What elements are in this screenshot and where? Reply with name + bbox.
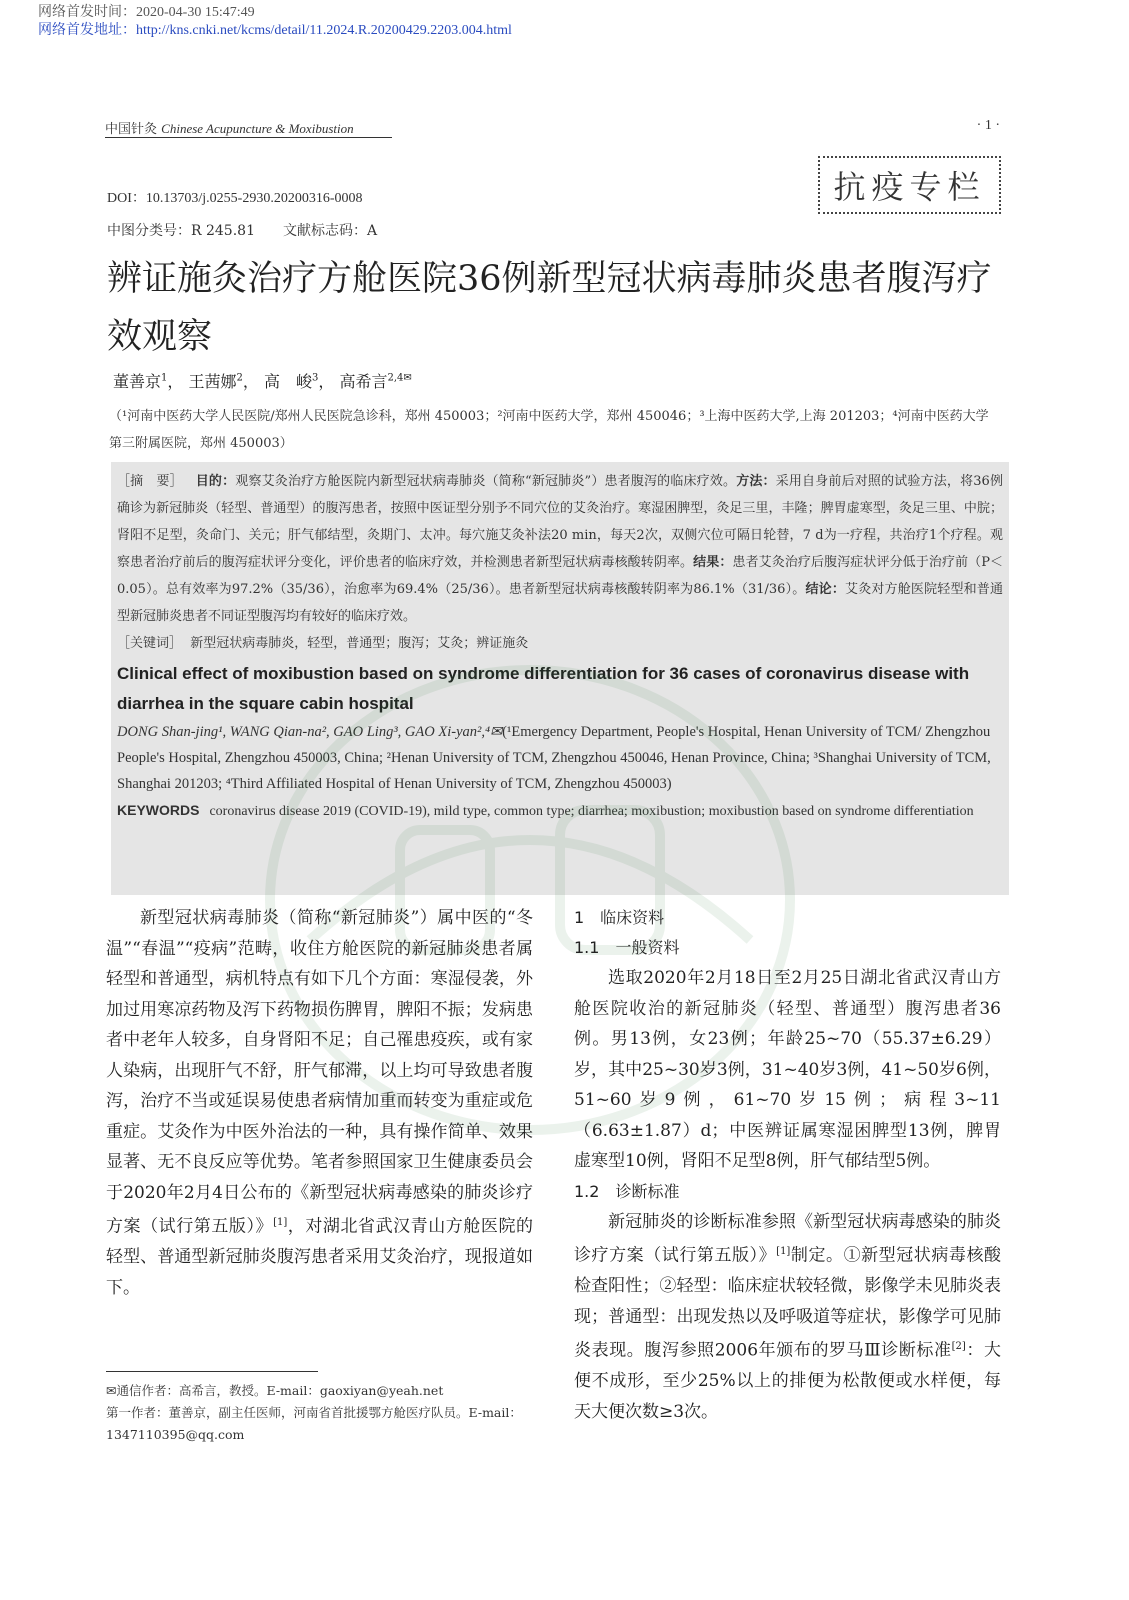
online-publish-time: 网络首发时间：2020-04-30 15:47:49 [38,5,255,20]
affiliations: （¹河南中医药大学人民医院/郑州人民医院急诊科，郑州 450003；²河南中医药大学，郑州 450046；³上海中医药大学,上海 201203；⁴河南中医药大学第三附属医院，郑州 450003） [109,409,989,451]
intro-text: 新型冠状病毒肺炎（简称“新冠肺炎”）属中医的“冬温”“春温”“疫病”范畴，收住方舱医院的新冠肺炎患者属轻型和普通型，病机特点有如下几个方面：寒湿侵袭，外加过用寒凉药物及泻下药物损伤脾胃，脾阳不振；发病患者中老年人较多，自身肾阳不足；自己罹患疫疾，或有家人染病，出现肝气不舒，肝气郁滞，以上均可导致患者腹泻，治疗不当或延误易使患者病情加重而转变为重症或危重症。艾灸作为中医外治法的一种，具有操作简单、效果显著、无不良反应等优势。笔者参照国家卫生健康委员会于2020年2月4日公布的《新型冠状病毒感染的肺炎诊疗方案（试行第五版）》 [106,908,533,1237]
author-sup: 2 [236,372,243,384]
citation-ref[interactable]: [2] [951,1341,966,1353]
keywords-cn [117,630,1003,657]
footnote-rule [106,1371,318,1372]
results-text: 患者艾灸治疗后腹泻症状评分低于治疗前（P＜0.05）。总有效率为97.2%（35/36），治愈率为69.4%（25/36）。患者新型冠状病毒核酸转阴率为86.1%（31/36）。 [117,555,1003,597]
citation-ref[interactable]: [1] [273,1217,288,1228]
general-data-paragraph: 选取2020年2月18日至2月25日湖北省武汉青山方舱医院收治的新冠肺炎（轻型、普通型）腹泻患者36例。男13例，女23例；年龄25~70（55.37±6.29）岁，其中25~30岁3例，31~40岁3例，41~50岁6例，51~60岁9例，61~70岁15例；病程3~11（6.63±1.87）d；中医辨证属寒湿困脾型13例，脾胃虚寒型10例，肾阳不足型8例，肝气郁结型5例。 [574,968,1001,1171]
author-sup: 1 [161,372,168,384]
author-name: 王茜娜 [188,372,237,391]
methods-label: 方法： [736,474,776,489]
english-keywords-label: KEYWORDS [117,802,200,818]
journal-name-en: Chinese Acupuncture & Moxibustion [161,121,354,136]
english-authors: DONG Shan-jing¹, WANG Qian-na², GAO Ling³, GAO Xi-yan²,⁴✉ [117,724,503,740]
doi: DOI：10.13703/j.0255-2930.20200316-0008 [107,191,363,206]
first-author: 第一作者：董善京，副主任医师，河南省首批援鄂方舱医疗队员。E-mail：1347110395@qq.com [106,1405,522,1442]
body-left-column [106,903,533,1303]
classification-line [107,220,377,240]
abstract [117,468,1003,630]
subsection-heading: 1.2 诊断标准 [574,1181,680,1201]
journal-name-cn: 中国针灸 [105,122,158,137]
paper-title: 辨证施灸治疗方舱医院36例新型冠状病毒肺炎患者腹泻疗效观察 [107,259,992,357]
author-sup: 2,4✉ [387,372,412,384]
english-title: Clinical effect of moxibustion based on syndrome differentiation for 36 cases of coronavirus disease with diarrhea in the square cabin hospital [117,664,970,713]
author-list: 董善京$^1$， 王茜娜$^2$， 高 峻$^3$， 高希言$^{2,4✉}$ [113,372,412,391]
english-authors-affiliation [117,719,1003,797]
conclusion-text: 艾灸对方舱医院轻型和普通型新冠肺炎患者不同证型腹泻均有较好的临床疗效。 [117,582,1003,624]
criteria-text: 制定。①新型冠状病毒核酸检查阳性；②轻型：临床症状较轻微，影像学未见肺炎表现；普通型：出现发热以及呼吸道等症状，影像学可见肺炎表现。腹泻参照2006年颁布的罗马Ⅲ诊断标准 [574,1245,1002,1361]
criteria-text: ：大便不成形，至少25%以上的排便为松散便或水样便，每天大便次数≥3次。 [574,1340,1001,1422]
objective-text: 观察艾灸治疗方舱医院内新型冠状病毒肺炎（简称“新冠肺炎”）患者腹泻的临床疗效。 [235,474,737,489]
running-header [105,118,1000,140]
english-keywords-text: coronavirus disease 2019 (COVID-19), mild type, common type; diarrhea; moxibustion; moxibustion based on syndrome differentiation [209,804,974,819]
objective-label: 目的： [195,474,236,489]
body-right-column [574,903,1001,1427]
conclusion-label: 结论： [805,582,846,597]
author-name: 董善京 [113,372,162,391]
intro-paragraph [106,903,533,1303]
corresponding-author: ✉通信作者：高希言，教授。E-mail：gaoxiyan@yeah.net [106,1383,444,1398]
author-sup: 3 [311,372,319,384]
criteria-text: 新冠肺炎的诊断标准参照《新型冠状病毒感染的肺炎诊疗方案（试行第五版）》 [574,1211,1001,1266]
keywords-label: ［关键词］ [117,636,183,651]
journal-name [105,118,354,137]
intro-text-end: ，对湖北省武汉青山方舱医院的轻型、普通型新冠肺炎腹泻患者采用艾灸治疗，现报道如下。 [106,1216,534,1298]
author-name: 高希言 [339,372,388,391]
diagnostic-criteria-paragraph [574,1207,1001,1428]
online-publication-note [38,4,512,40]
keywords-text: 新型冠状病毒肺炎，轻型，普通型；腹泻；艾灸；辨证施灸 [190,636,529,651]
header-rule [105,137,392,138]
results-label: 结果： [693,555,733,570]
citation-ref[interactable]: [1] [776,1246,791,1257]
online-publish-url[interactable]: 网络首发地址：http://kns.cnki.net/kcms/detail/11.2024.R.20200429.2203.004.html [38,23,512,38]
section-heading: 1 临床资料 [574,908,665,927]
page-number: · 1 · [976,118,1000,133]
abstract-box [111,462,1009,895]
subsection-heading: 1.1 一般资料 [574,938,680,957]
methods-text: 采用自身前后对照的试验方法，将36例确诊为新冠肺炎（轻型、普通型）的腹泻患者，按照中医证型分别予不同穴位的艾灸治疗。寒湿困脾型，灸足三里，丰隆；脾胃虚寒型，灸足三里、中脘；肾阳不足型，灸命门、关元；肝气郁结型，灸期门、太冲。每穴施艾灸补法20 min，每天2次，双侧穴位可隔日轮替，7 d为一疗程，共治疗1个疗程。观察患者治疗前后的腹泻症状评分变化，评价患者的临床疗效，并检测患者新型冠状病毒核酸转阴率。 [117,474,1003,570]
abstract-label: ［摘 要］ [117,474,183,489]
english-keywords [117,797,1003,825]
column-badge: 抗疫专栏 [818,156,1001,214]
footnotes [106,1380,536,1446]
english-affiliation: (¹Emergency Department, People's Hospital, Henan University of TCM/ Zhengzhou People's Hospital, Zhengzhou 450003, China; ²Henan University of TCM, Zhengzhou 450046, Henan Province, China; ³Shanghai University of TCM, Shanghai 201203; ⁴Third Affiliated Hospital of Henan University of TCM, Zhengzhou 450003) [117,724,991,792]
author-name: 高 峻 [263,372,312,391]
document-code: 文献标志码：A [282,223,378,239]
clc-number: 中图分类号：R 245.81 [107,223,255,239]
